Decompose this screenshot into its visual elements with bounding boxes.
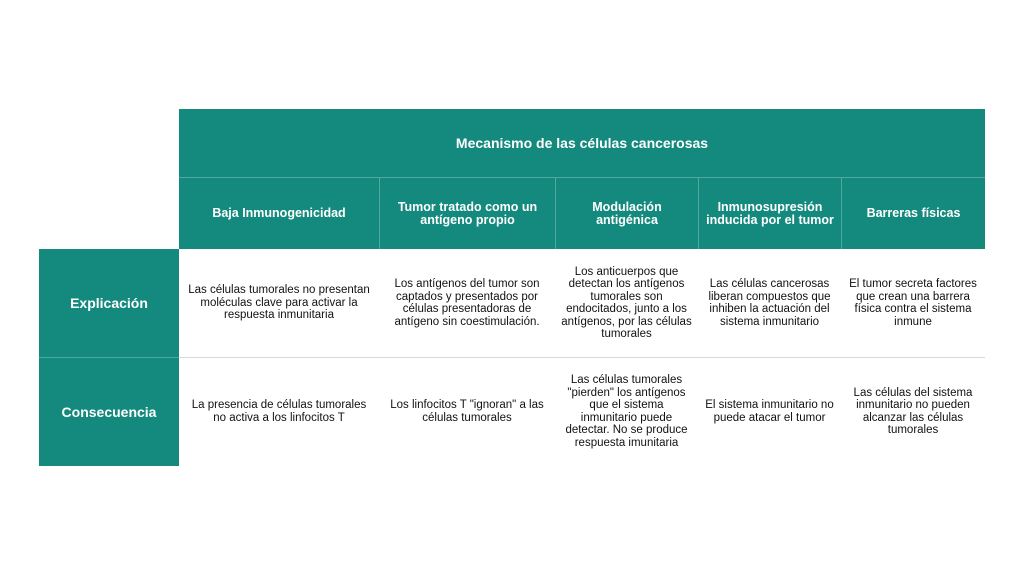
column-header-inmunosupresion: Inmunosupresión inducida por el tumor: [698, 177, 841, 249]
row-header-consecuencia: Consecuencia: [39, 357, 179, 466]
table-cell: El tumor secreta factores que crean una barrera física contra el sistema inmune: [841, 249, 985, 357]
table-cell: Las células cancerosas liberan compuestos que inhiben la actuación del sistema inmunitario: [698, 249, 841, 357]
table-cell: Las células tumorales "pierden" los antígenos que el sistema inmunitario puede detectar. No se produce respuesta imunitaria: [555, 357, 698, 466]
table-cell: Las células tumorales no presentan moléculas clave para activar la respuesta inmunitaria: [179, 249, 379, 357]
column-header-baja-inmunogenicidad: Baja Inmunogenicidad: [179, 177, 379, 249]
column-header-tumor-antigeno-propio: Tumor tratado como un antígeno propio: [379, 177, 555, 249]
table-cell: Los anticuerpos que detectan los antígenos tumorales son endocitados, junto a los antígenos, por las células tumorales: [555, 249, 698, 357]
table-cell: La presencia de células tumorales no activa a los linfocitos T: [179, 357, 379, 466]
column-header-modulacion-antigenica: Modulación antigénica: [555, 177, 698, 249]
table-cell: Los linfocitos T "ignoran" a las células tumorales: [379, 357, 555, 466]
table-cell: Las células del sistema inmunitario no pueden alcanzar las células tumorales: [841, 357, 985, 466]
column-header-barreras-fisicas: Barreras físicas: [841, 177, 985, 249]
table-title: Mecanismo de las células cancerosas: [179, 109, 985, 177]
table-cell: Los antígenos del tumor son captados y presentados por células presentadoras de antígeno sin coestimulación.: [379, 249, 555, 357]
row-header-explicacion: Explicación: [39, 249, 179, 357]
row-divider: [179, 357, 985, 358]
table-cell: El sistema inmunitario no puede atacar el tumor: [698, 357, 841, 466]
